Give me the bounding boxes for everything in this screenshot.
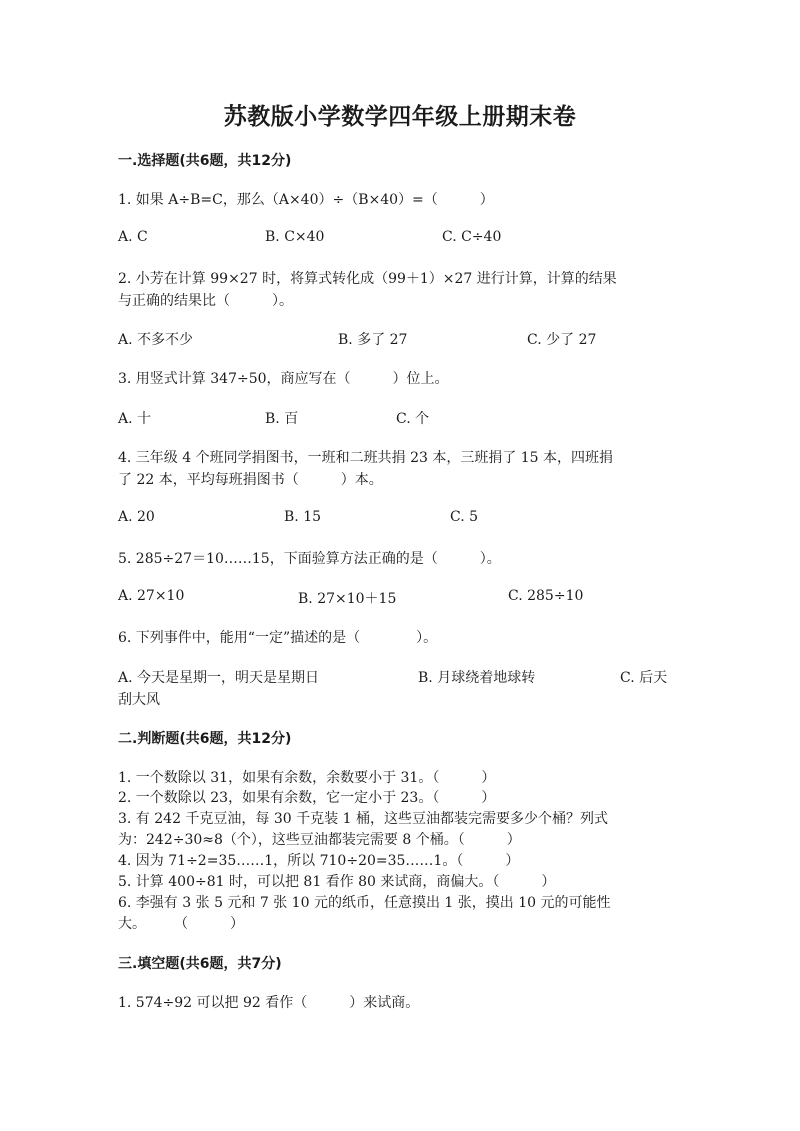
question-stem: 1. 如果 A÷B=C，那么（A×40）÷（B×40）=（ ）	[118, 192, 494, 208]
option-b: B. 27×10＋15	[298, 591, 397, 607]
question-stem-cont: 了 22 本，平均每班捐图书（ ）本。	[118, 472, 383, 488]
judge-line: 大。 （ ）	[118, 916, 244, 932]
option-c: C. 少了 27	[527, 332, 597, 348]
section-heading-judge: 二.判断题(共6题，共12分)	[118, 731, 292, 747]
option-c: C. 5	[450, 509, 479, 525]
option-c: C. C÷40	[442, 229, 502, 245]
judge-line: 1. 一个数除以 31，如果有余数，余数要小于 31。（ ）	[118, 770, 496, 786]
question-stem: 2. 小芳在计算 99×27 时，将算式转化成（99＋1）×27 进行计算，计算的结果	[118, 271, 617, 287]
judge-line: 4. 因为 71÷2=35……1，所以 710÷20=35……1。（ ）	[118, 853, 520, 869]
option-c: C. 后天	[620, 670, 668, 686]
option-a: A. C	[118, 229, 148, 245]
option-a: A. 今天是星期一，明天是星期日	[118, 670, 320, 686]
section-heading-choice: 一.选择题(共6题，共12分)	[118, 153, 292, 169]
option-a: A. 20	[118, 509, 155, 525]
judge-line: 3. 有 242 千克豆油，每 30 千克装 1 桶，这些豆油都装完需要多少个桶？列式	[118, 811, 608, 827]
section-heading-fill: 三.填空题(共6题，共7分)	[118, 956, 282, 972]
judge-line: 6. 李强有 3 张 5 元和 7 张 10 元的纸币，任意摸出 1 张，摸出 10 元的可能性	[118, 895, 611, 911]
question-stem: 6. 下列事件中，能用“一定”描述的是（ ）。	[118, 630, 438, 646]
option-b: B. 15	[284, 509, 322, 525]
option-b: B. 百	[265, 411, 299, 427]
question-stem: 5. 285÷27＝10……15，下面验算方法正确的是（ ）。	[118, 551, 501, 567]
option-a: A. 十	[118, 411, 152, 427]
option-c: C. 个	[396, 411, 430, 427]
question-stem: 1. 574÷92 可以把 92 看作（ ）来试商。	[118, 995, 420, 1011]
option-a: A. 27×10	[118, 588, 185, 604]
question-stem: 3. 用竖式计算 347÷50，商应写在（ ）位上。	[118, 371, 449, 387]
page-title: 苏教版小学数学四年级上册期末卷	[223, 103, 577, 130]
option-b: B. C×40	[265, 229, 325, 245]
judge-line: 为：242÷30≈8（个），这些豆油都装完需要 8 个桶。（ ）	[118, 832, 521, 848]
option-c-cont: 刮大风	[118, 692, 160, 708]
option-b: B. 月球绕着地球转	[418, 670, 536, 686]
option-c: C. 285÷10	[508, 588, 584, 604]
question-stem: 4. 三年级 4 个班同学捐图书，一班和二班共捐 23 本，三班捐了 15 本，四班捐	[118, 450, 614, 466]
question-stem-cont: 与正确的结果比（ ）。	[118, 293, 293, 309]
judge-line: 2. 一个数除以 23，如果有余数，它一定小于 23。（ ）	[118, 790, 496, 806]
judge-line: 5. 计算 400÷81 时，可以把 81 看作 80 来试商，商偏大。（ ）	[118, 874, 556, 890]
option-b: B. 多了 27	[338, 332, 408, 348]
option-a: A. 不多不少	[118, 332, 194, 348]
